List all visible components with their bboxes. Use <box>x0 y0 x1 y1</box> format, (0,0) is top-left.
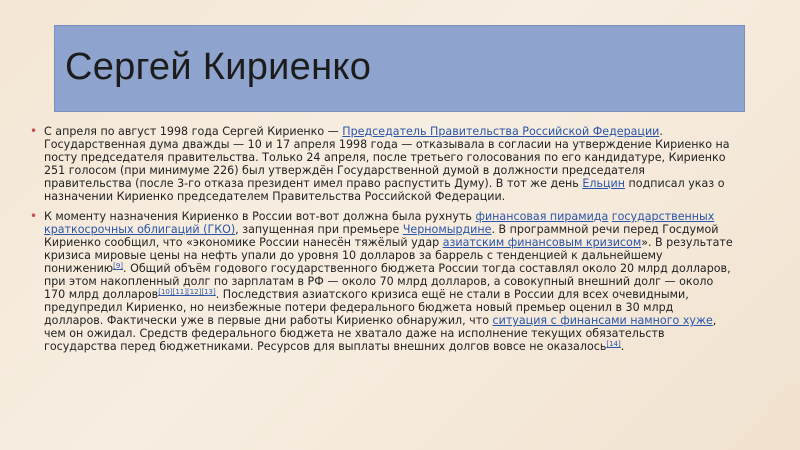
bullet-icon: • <box>30 124 38 138</box>
title-banner <box>54 25 745 112</box>
text: . Последствия азиатского кризиса ещё не стали в России для всех очевидными, предупредил Кириенко, но неизбежные потери федерального бюджета новый премьер оценил в 30 млрд долларов. Фактически уже в первые дни работы Кириенко обнаружил, что <box>44 288 689 327</box>
text: , чем он ожидал. Средств федерального бюджета не хватало даже на исполнение текущих обязательств государства перед бюджетниками. Ресурсов для выплаты внешних долгов вовсе не оказалось <box>44 314 717 353</box>
paragraph-2 <box>30 210 736 353</box>
slide-title: Сергей Кириенко <box>65 46 372 88</box>
bullet-icon: • <box>30 209 38 223</box>
link-gko[interactable]: государственных краткосрочных облигаций (ГКО) <box>44 210 715 236</box>
link-financial-pyramid[interactable]: финансовая пирамида <box>475 210 609 223</box>
link-finance-situation[interactable]: ситуация с финансами намного хуже <box>492 314 713 327</box>
reference-link[interactable]: [9] <box>113 262 124 270</box>
text: . Общий объём годового государственного бюджета России тогда составлял около 20 млрд долларов, при этом накопленный долг по зарплатам в РФ — около 70 млрд долларов, а совокупный внешний долг — около 170 млрд долларов <box>44 262 731 301</box>
text: К моменту назначения Кириенко в России вот-вот должна была рухнуть <box>44 210 476 223</box>
slide-body <box>30 125 736 360</box>
text: . <box>620 340 625 353</box>
link-yeltsin[interactable]: Ельцин <box>582 177 625 190</box>
text: С апреля по август 1998 года Сергей Кириенко — <box>44 125 343 138</box>
link-asian-crisis[interactable]: азиатским финансовым кризисом <box>442 236 642 249</box>
text: . В программной речи перед Госдумой Кириенко сообщил, что «экономике России нанесён тяжёлый удар <box>44 223 719 249</box>
link-chernomyrdin[interactable]: Черномырдине <box>402 223 492 236</box>
reference-link[interactable]: [14] <box>606 340 621 348</box>
text: . Государственная дума дважды — 10 и 17 апреля 1998 года — отказывала в согласии на утверждение Кириенко на посту председателя правительства. Только 24 апреля, после третьего голосования по его кандидатуре, Кириенко 251 голосом (при минимуме 226) был утверждён Государственной думой в должности председателя правительства (после 3-го отказа президент имел право распустить Думу). В тот же день <box>44 125 730 190</box>
reference-link[interactable]: [10][11][12][13] <box>158 288 216 296</box>
paragraph-1 <box>30 125 736 203</box>
text: подписал указ о назначении Кириенко председателем Правительства Российской Федерации. <box>44 177 725 203</box>
text: , запущенная при премьере <box>235 223 403 236</box>
text: ». В результате кризиса мировые цены на нефть упали до уровня 10 долларов за баррель с тенденцией к дальнейшему понижению <box>44 236 733 275</box>
link-chairman-government[interactable]: Председатель Правительства Российской Федерации <box>342 125 660 138</box>
